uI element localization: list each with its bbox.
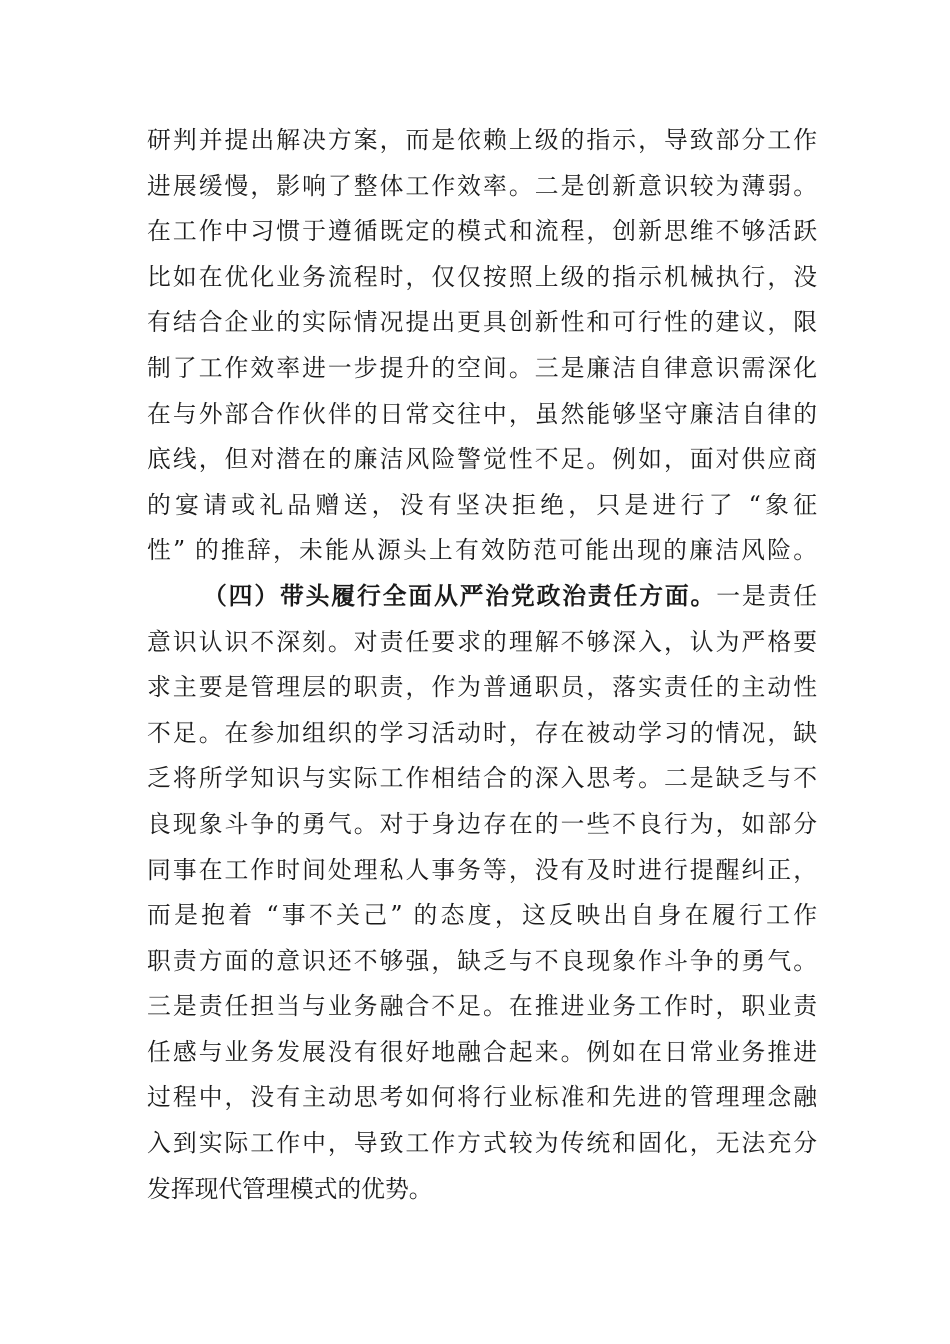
text-line: 乏将所学知识与实际工作相结合的深入思考。二是缺乏与不	[147, 764, 817, 793]
text-line: 有结合企业的实际情况提出更具创新性和可行性的建议，限	[147, 308, 817, 337]
body-text	[147, 118, 817, 1212]
section-heading-rest: 一是责任	[716, 581, 817, 610]
text-line: 研判并提出解决方案，而是依赖上级的指示，导致部分工作	[147, 126, 817, 154]
text-line: 发挥现代管理模式的优势。	[147, 1174, 433, 1203]
text-line: 三是责任担当与业务融合不足。在推进业务工作时，职业责	[147, 992, 817, 1021]
text-line: 任感与业务发展没有很好地融合起来。例如在日常业务推进	[147, 1037, 817, 1066]
text-line: 的宴请或礼品赠送，没有坚决拒绝，只是进行了 “象征	[147, 490, 817, 519]
section-heading: （四）带头履行全面从严治党政治责任方面。	[203, 581, 717, 610]
text-line: 在与外部合作伙伴的日常交往中，虽然能够坚守廉洁自律的	[147, 399, 817, 428]
text-line: 良现象斗争的勇气。对于身边存在的一些不良行为，如部分	[147, 809, 817, 838]
text-line: 求主要是管理层的职责，作为普通职员，落实责任的主动性	[147, 673, 817, 702]
text-line: 不足。在参加组织的学习活动时，存在被动学习的情况，缺	[147, 718, 817, 747]
text-line: 职责方面的意识还不够强，缺乏与不良现象作斗争的勇气。	[147, 946, 817, 975]
text-line: 同事在工作时间处理私人事务等，没有及时进行提醒纠正，	[147, 855, 817, 884]
section-heading-line	[147, 574, 817, 620]
text-line: 底线，但对潜在的廉洁风险警觉性不足。例如，面对供应商	[147, 445, 817, 474]
text-line: 入到实际工作中，导致工作方式较为传统和固化，无法充分	[147, 1129, 817, 1158]
text-line: 制了工作效率进一步提升的空间。三是廉洁自律意识需深化	[147, 353, 817, 382]
text-line: 进展缓慢，影响了整体工作效率。二是创新意识较为薄弱。	[147, 171, 817, 200]
text-line: 意识认识不深刻。对责任要求的理解不够深入，认为严格要	[147, 627, 817, 656]
text-line: 过程中，没有主动思考如何将行业标准和先进的管理理念融	[147, 1083, 817, 1112]
text-line: 性” 的推辞，未能从源头上有效防范可能出现的廉洁风险。	[147, 536, 817, 565]
text-line: 比如在优化业务流程时，仅仅按照上级的指示机械执行，没	[147, 262, 817, 291]
text-line: 而是抱着 “事不关己” 的态度，这反映出自身在履行工作	[147, 901, 817, 930]
text-line: 在工作中习惯于遵循既定的模式和流程，创新思维不够活跃	[147, 217, 817, 246]
